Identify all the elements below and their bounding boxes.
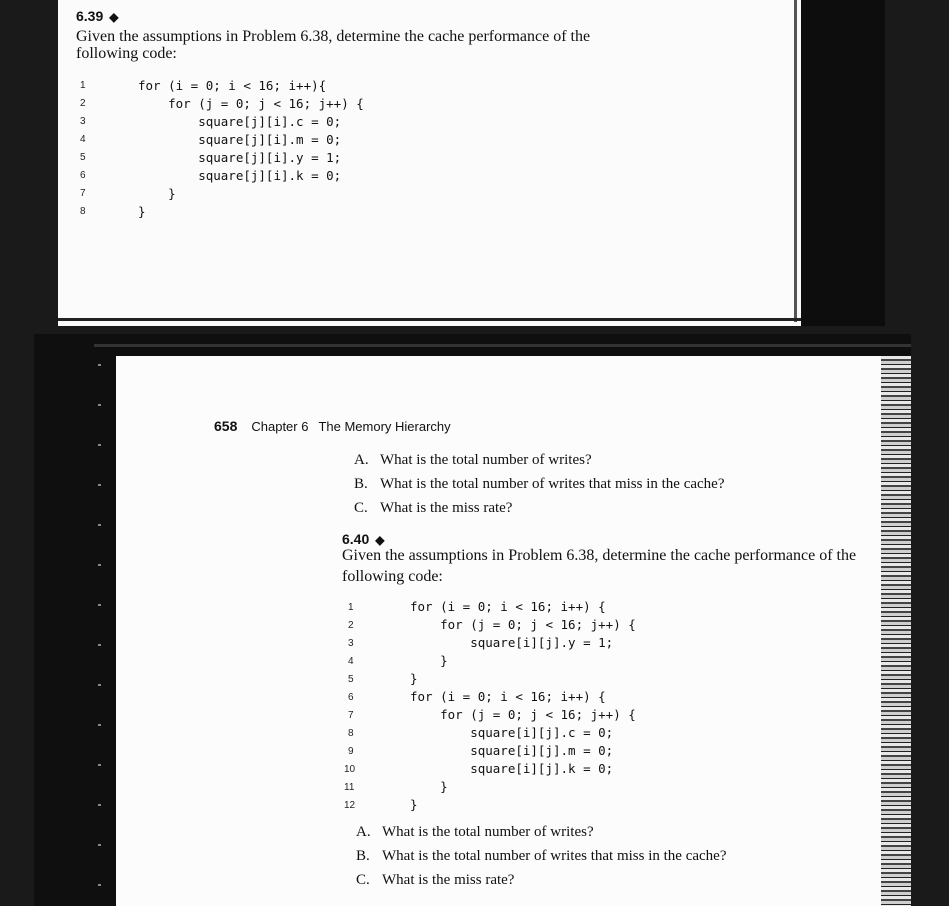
- bottom-page-scan: [34, 334, 911, 906]
- problem-640-number: 6.40: [342, 531, 370, 547]
- code-line: }: [410, 797, 418, 812]
- problem-639-text-line1: Given the assumptions in Problem 6.38, determine the cache performance of the: [76, 28, 591, 45]
- code-line: square[j][i].m = 0;: [138, 132, 342, 147]
- line-number: 10: [344, 764, 356, 775]
- chapter-label: Chapter 6: [251, 419, 309, 434]
- scan-border-right: [801, 0, 885, 326]
- code-line: for (j = 0; j < 16; j++) {: [138, 96, 364, 111]
- line-number: 6: [348, 692, 354, 703]
- line-number: 8: [80, 206, 86, 217]
- line-number: 8: [348, 728, 354, 739]
- line-number: 2: [348, 620, 354, 631]
- line-number: 1: [348, 602, 354, 613]
- problem-640-heading: [342, 531, 384, 547]
- diamond-icon: ◆: [109, 10, 119, 24]
- problem-640-text-line2: following code:: [342, 568, 443, 585]
- line-number: 5: [348, 674, 354, 685]
- problem-639-number: 6.39: [76, 8, 104, 24]
- code-line: }: [138, 204, 146, 219]
- problem-640-text-line1: Given the assumptions in Problem 6.38, determine the cache performance of the: [342, 547, 857, 564]
- line-number: 9: [348, 746, 354, 757]
- chapter-title: The Memory Hierarchy: [318, 419, 451, 434]
- code-line: square[j][i].y = 1;: [138, 150, 342, 165]
- code-line: for (i = 0; i < 16; i++){: [138, 78, 327, 93]
- code-line: square[i][j].m = 0;: [410, 743, 614, 758]
- line-number: 3: [80, 116, 86, 127]
- line-number: 5: [80, 152, 86, 163]
- book-page: [116, 356, 881, 906]
- line-number: 6: [80, 170, 86, 181]
- line-number: 3: [348, 638, 354, 649]
- code-line: }: [138, 186, 176, 201]
- code-line: square[i][j].k = 0;: [410, 761, 614, 776]
- question-b: B. What is the total number of writes that miss in the cache?: [354, 476, 725, 492]
- code-line: square[i][j].y = 1;: [410, 635, 614, 650]
- line-number: 2: [80, 98, 86, 109]
- scan-separator: [0, 326, 949, 334]
- code-line: square[i][j].c = 0;: [410, 725, 614, 740]
- scan-left-artifacts: [98, 364, 101, 904]
- code-line: for (i = 0; i < 16; i++) {: [410, 689, 606, 704]
- question-c: C. What is the miss rate?: [356, 872, 515, 888]
- question-a: A. What is the total number of writes?: [354, 452, 592, 468]
- running-head: [214, 418, 451, 434]
- line-number: 1: [80, 80, 86, 91]
- scan-right-edge-noise: [880, 356, 911, 906]
- code-line: square[j][i].k = 0;: [138, 168, 342, 183]
- code-line: }: [410, 653, 448, 668]
- scan-bottom-rule: [58, 318, 801, 321]
- code-line: square[j][i].c = 0;: [138, 114, 342, 129]
- code-line: for (j = 0; j < 16; j++) {: [410, 707, 636, 722]
- diamond-icon: ◆: [375, 533, 385, 547]
- code-line: for (i = 0; i < 16; i++) {: [410, 599, 606, 614]
- question-c: C. What is the miss rate?: [354, 500, 513, 516]
- line-number: 11: [344, 782, 355, 793]
- question-a: A. What is the total number of writes?: [356, 824, 594, 840]
- page-number: 658: [214, 418, 238, 434]
- scan-top-rule: [94, 344, 911, 347]
- top-page-scan: [58, 0, 801, 326]
- code-line: for (j = 0; j < 16; j++) {: [410, 617, 636, 632]
- scan-edge-line: [794, 0, 797, 322]
- line-number: 12: [344, 800, 356, 811]
- line-number: 7: [348, 710, 354, 721]
- problem-639-text-line2: following code:: [76, 45, 177, 62]
- problem-639-heading: [76, 8, 118, 24]
- code-line: }: [410, 671, 418, 686]
- line-number: 4: [348, 656, 354, 667]
- code-line: }: [410, 779, 448, 794]
- line-number: 7: [80, 188, 86, 199]
- line-number: 4: [80, 134, 86, 145]
- question-b: B. What is the total number of writes that miss in the cache?: [356, 848, 727, 864]
